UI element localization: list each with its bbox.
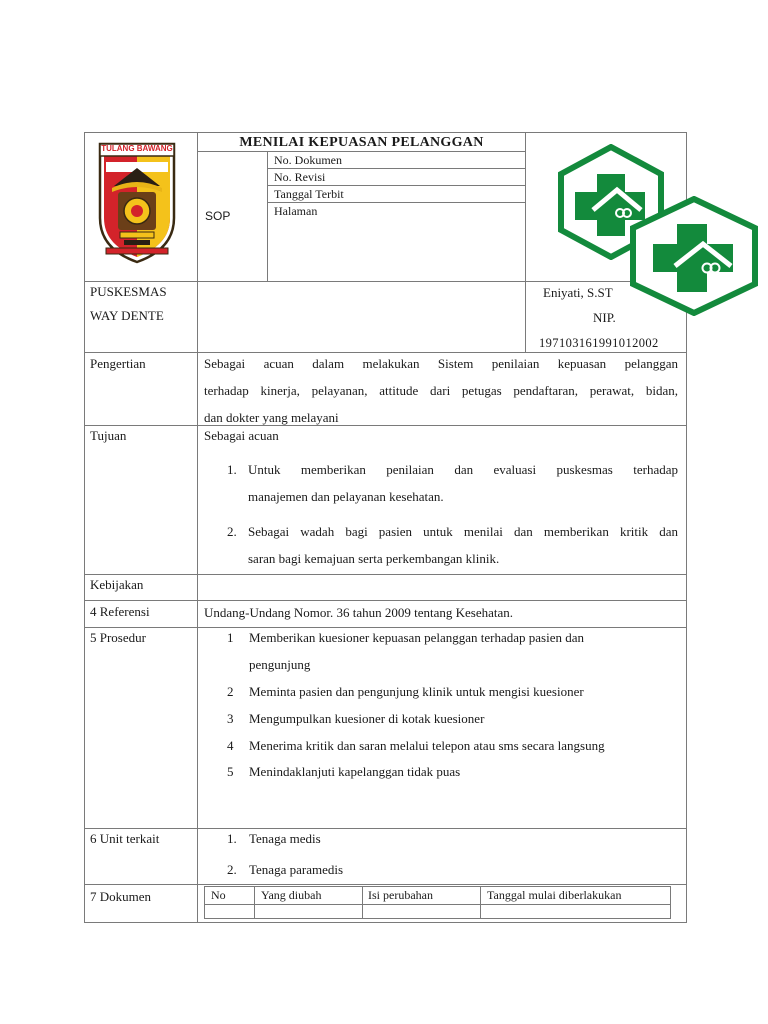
prosedur-item-num: 4 <box>227 738 234 753</box>
row-divider-unit <box>84 828 687 829</box>
section-label-kebijakan: Kebijakan <box>90 577 144 592</box>
rev-header-yang-diubah: Yang diubah <box>261 888 322 902</box>
row-divider-kebijakan <box>84 574 687 575</box>
field-no-revisi: No. Revisi <box>274 170 326 184</box>
prosedur-item-4: Menerima kritik dan saran melalui telepon atau sms secara langsung <box>249 738 605 753</box>
rev-table-col-3 <box>480 886 481 919</box>
tujuan-item-1-line-2: manajemen dan pelayanan kesehatan. <box>248 489 444 504</box>
section-label-unit-terkait: 6 Unit terkait <box>90 831 160 846</box>
section-label-referensi: 4 Referensi <box>90 604 150 619</box>
doc-field-line-3 <box>267 202 526 203</box>
prosedur-item-1-line-2: pengunjung <box>249 657 311 672</box>
pengertian-line-1: Sebagai acuan dalam melakukan Sistem penilaian kepuasan pelanggan <box>204 356 678 371</box>
row-divider-tujuan <box>84 425 687 426</box>
referensi-text: Undang-Undang Nomor. 36 tahun 2009 tentang Kesehatan. <box>204 605 514 620</box>
tujuan-item-1-line-1: Untuk memberikan penilaian dan evaluasi puskesmas terhadap <box>248 462 678 477</box>
table-border-left <box>84 132 85 923</box>
row-divider-dokumen <box>84 884 687 885</box>
prosedur-item-3: Mengumpulkan kuesioner di kotak kuesioner <box>249 711 485 726</box>
tujuan-item-2-line-1: Sebagai wadah bagi pasien untuk menilai dan memberikan kritik dan <box>248 524 678 539</box>
rev-table-col-4 <box>670 886 671 919</box>
nip-label: NIP. <box>593 310 616 325</box>
page-title: MENILAI KEPUASAN PELANGGAN <box>239 135 484 150</box>
org-name-line1: PUSKESMAS <box>90 284 167 299</box>
col-divider-logo <box>525 132 526 353</box>
field-halaman: Halaman <box>274 204 318 218</box>
row-divider-prosedur <box>84 627 687 628</box>
rev-table-col-2 <box>362 886 363 919</box>
prosedur-item-2: Meminta pasien dan pengunjung klinik untuk mengisi kuesioner <box>249 684 584 699</box>
tulang-bawang-emblem-icon <box>94 140 180 266</box>
unit-item-num: 2. <box>227 862 237 877</box>
prosedur-item-num: 2 <box>227 684 234 699</box>
section-label-tujuan: Tujuan <box>90 428 127 443</box>
tujuan-item-2-line-2: saran bagi kemajuan serta perkembangan klinik. <box>248 551 500 566</box>
col-divider-sop <box>267 151 268 282</box>
section-label-pengertian: Pengertian <box>90 356 146 371</box>
nip-value: 197103161991012002 <box>539 336 659 350</box>
field-tanggal-terbit: Tanggal Terbit <box>274 187 344 201</box>
org-name-line2: WAY DENTE <box>90 308 164 323</box>
rev-table-top <box>204 886 671 887</box>
rev-header-tanggal: Tanggal mulai diberlakukan <box>487 888 622 902</box>
rev-table-mid <box>204 904 671 905</box>
field-no-dokumen: No. Dokumen <box>274 153 342 167</box>
unit-item-2: Tenaga paramedis <box>249 862 344 877</box>
section-label-prosedur: 5 Prosedur <box>90 630 146 645</box>
header-row-bottom <box>84 281 687 282</box>
title-underline <box>197 151 526 152</box>
pengertian-line-2: terhadap kinerja, pelayanan, attitude dari petugas pendaftaran, perawat, bidan, <box>204 383 678 398</box>
logo-banner-text: TULANG BAWANG <box>101 144 173 153</box>
prosedur-item-5: Menindaklanjuti kapelanggan tidak puas <box>249 764 461 779</box>
table-border-top <box>84 132 687 133</box>
signer-name: Eniyati, S.ST <box>543 285 613 300</box>
prosedur-item-num: 5 <box>227 764 234 779</box>
tujuan-item-num: 2. <box>227 524 237 539</box>
row-divider-pengertian <box>84 352 687 353</box>
row-divider-referensi <box>84 600 687 601</box>
sop-label: SOP <box>205 209 231 223</box>
prosedur-item-num: 1 <box>227 630 234 645</box>
doc-field-line-1 <box>267 168 526 169</box>
rev-header-no: No <box>211 888 226 902</box>
prosedur-item-1-line-1: Memberikan kuesioner kepuasan pelanggan terhadap pasien dan <box>249 630 584 645</box>
prosedur-item-num: 3 <box>227 711 234 726</box>
pengertian-line-3: dan dokter yang melayani <box>204 410 339 425</box>
col-divider-left <box>197 132 198 923</box>
doc-field-line-2 <box>267 185 526 186</box>
rev-table-col-1 <box>254 886 255 919</box>
table-border-bottom <box>84 922 687 923</box>
rev-header-isi-perubahan: Isi perubahan <box>368 888 433 902</box>
tujuan-intro: Sebagai acuan <box>204 428 279 443</box>
unit-item-num: 1. <box>227 831 237 846</box>
rev-table-bottom <box>204 918 671 919</box>
unit-item-1: Tenaga medis <box>249 831 321 846</box>
rev-table-col-0 <box>204 886 205 919</box>
tujuan-item-num: 1. <box>227 462 237 477</box>
puskesmas-logo-icon <box>627 196 761 316</box>
section-label-dokumen: 7 Dokumen <box>90 889 152 904</box>
